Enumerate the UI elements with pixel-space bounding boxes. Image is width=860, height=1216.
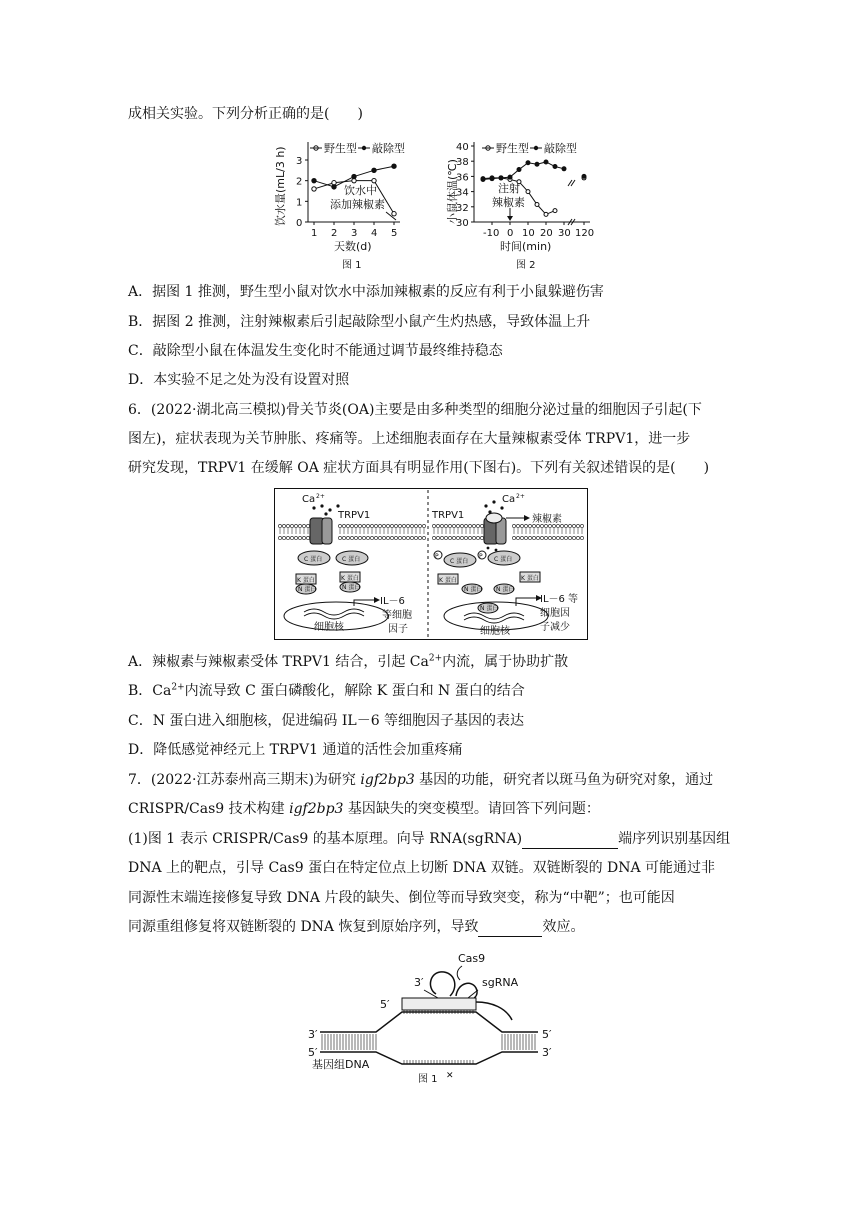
figure2-ytick-label: 36 [456,172,469,184]
question7-line-2-b: 基因缺失的突变模型。请回答下列问题： [343,801,600,817]
lipid-head [572,536,575,539]
diagram-n-protein-l1: N 蛋白 [298,586,317,593]
lipid-head [386,524,389,527]
figure2-point [517,168,521,172]
diagram-capsaicin: 辣椒素 [532,514,562,525]
lipid-head [524,536,527,539]
question7-sub1-line-4-b: 效应。 [542,919,585,935]
figure1-point [312,178,316,182]
figure1-point [372,178,376,182]
lipid-head [338,536,341,539]
figure2-ytick-label: 40 [456,142,469,153]
question7-line-2 [128,799,600,819]
diagram-right-trpv1: TRPV1 [432,510,465,521]
lipid-head [516,536,519,539]
lipid-head [480,524,483,527]
lipid-head [410,536,413,539]
svg-text:2+: 2+ [516,493,525,500]
lipid-head [460,536,463,539]
diagram-n-protein-r3: N 蛋白 [480,605,499,612]
lipid-head [366,536,369,539]
lipid-head [512,536,515,539]
figure1-ytick-label: 3 [296,156,303,167]
lipid-head [448,524,451,527]
lipid-head [294,524,297,527]
figure1-point [392,164,396,168]
lipid-head [302,536,305,539]
diagram-nucleus-left: 细胞核 [314,622,344,633]
lipid-head [468,536,471,539]
figure1-annotation-1: 饮水中 [344,184,377,197]
figure1-xlabel: 天数(d) [334,240,372,253]
figure2-legend-wild: 野生型 [496,142,529,155]
lipid-head [278,524,281,527]
lipid-head [536,536,539,539]
figure2-xtick-label: 0 [507,228,514,239]
lipid-head [374,524,377,527]
figure1-annotation-2: 添加辣椒素 [330,198,385,211]
figure2-xtick-label: 10 [522,228,535,239]
figure1-xtick-label: 3 [351,228,358,239]
lipid-head [394,536,397,539]
lipid-head [354,536,357,539]
figure1-ytick-label: 0 [296,218,303,229]
question7-gene-1: igf2bp3 [360,772,415,788]
figure2-legend-ko: 敲除型 [544,142,577,155]
question5-figures [270,134,610,276]
figure1 [273,141,405,271]
lipid-head [452,524,455,527]
question5-option-d: D．本实验不足之处为没有设置对照 [128,372,350,388]
figure2-point [544,160,548,164]
question7-line-1-a: 7．(2022·江苏泰州高三期末)为研究 [128,772,361,788]
lipid-head [468,524,471,527]
question7-line-2-a: CRISPR/Cas9 技术构建 [128,801,290,817]
lipid-head [564,524,567,527]
figure1-ytick-label: 1 [296,197,303,209]
lipid-head [398,536,401,539]
lipid-head [528,536,531,539]
figure2-point [508,175,512,179]
lipid-head [472,536,475,539]
diagram-il6-right-2: 细胞因 [540,608,570,619]
diagram-k-protein-r2: K 蛋白 [521,575,539,582]
lipid-head [456,536,459,539]
diagram-il6-left-3: 因子 [388,624,408,635]
lipid-head [306,524,309,527]
lipid-head [390,524,393,527]
question6-line-2: 图左)，症状表现为关节肿胀、疼痛等。上述细胞表面存在大量辣椒素受体 TRPV1，进一步 [128,431,691,447]
diagram-n-protein-r1: N 蛋白 [464,586,483,593]
question5-option-a: A．据图 1 推测，野生型小鼠对饮水中添加辣椒素的反应有利于小鼠躲避伤害 [128,284,604,300]
figure1-xtick-label: 2 [331,228,338,239]
lipid-head [370,524,373,527]
figure2-ytick-label: 32 [456,202,469,214]
figure1-legend [310,141,405,155]
diagram-il6-right-1: IL－6 等 [540,594,579,605]
diagram-n-protein-r2: N 蛋白 [496,586,515,593]
figure2-point [544,212,548,216]
diagram-il6-left-1: IL－6 [380,596,405,607]
question6-option-a-pre: A．辣椒素与辣椒素受体 TRPV1 结合，引起 Ca [128,654,429,670]
diagram-left-ca: Ca [302,494,316,505]
lipid-head [432,536,435,539]
question5-stem: 成相关实验。下列分析正确的是( ) [128,106,363,122]
figure2-xlabel: 时间(min) [500,240,552,253]
figure2-point [499,176,503,180]
lipid-head [432,524,435,527]
figure-sgrna-label: sgRNA [482,976,519,989]
lipid-head [580,524,583,527]
lipid-head [290,524,293,527]
lipid-head [414,536,417,539]
svg-text:✕: ✕ [446,1071,454,1081]
diagram-p-1: P [435,553,439,560]
lipid-head [350,524,353,527]
lipid-head [298,536,301,539]
figure2-point [562,167,566,171]
lipid-head [394,524,397,527]
question5-option-c: C．敲除型小鼠在体温发生变化时不能通过调节最终维持稳态 [128,343,503,359]
lipid-head [580,536,583,539]
lipid-head [556,536,559,539]
figure2-annotation-2: 辣椒素 [492,196,525,209]
lipid-head [524,524,527,527]
figure2-point [535,203,539,207]
diagram-k-protein-l1: K 蛋白 [297,577,315,584]
lipid-head [440,524,443,527]
figure2-legend [482,141,577,155]
lipid-head [286,536,289,539]
question6-option-c: C．N 蛋白进入细胞核，促进编码 IL－6 等细胞因子基因的表达 [128,713,525,729]
lipid-head [382,524,385,527]
figure2-caption: 图 2 [516,260,536,271]
diagram-il6-left-2: 等细胞 [382,610,412,621]
lipid-head [436,524,439,527]
figure2 [445,141,594,271]
lipid-head [516,524,519,527]
figure1-point [372,168,376,172]
lipid-head [402,524,405,527]
lipid-head [346,524,349,527]
lipid-head [564,536,567,539]
figure1-xtick-label: 5 [391,228,398,239]
figure1-xtick-label: 1 [311,228,318,239]
figure2-point [526,161,530,165]
figure1-point [392,212,396,216]
lipid-head [342,536,345,539]
lipid-head [476,536,479,539]
figure1-legend-wild: 野生型 [324,142,357,155]
diagram-p-2: P [479,553,483,560]
lipid-head [464,536,467,539]
question7-sub1-line-4-a: 同源重组修复将双链断裂的 DNA 恢复到原始序列，导致 [128,919,479,935]
figure2-ylabel: 小鼠体温(℃) [446,159,459,224]
diagram-nucleus-right: 细胞核 [480,626,510,637]
lipid-head [402,536,405,539]
lipid-head [378,536,381,539]
lipid-head [278,536,281,539]
question6-option-b-pre: B．Ca [128,683,172,699]
diagram-right-ca: Ca [502,494,516,505]
lipid-head [552,536,555,539]
lipid-head [282,536,285,539]
question7-sub1-a: (1)图 1 表示 CRISPR/Cas9 的基本原理。向导 RNA(sgRNA) [128,831,523,847]
question7-sub1-line-2: DNA 上的靶点，引导 Cas9 蛋白在特定位点上切断 DNA 双链。双链断裂的 DNA 可能通过非 [128,860,716,876]
question6-option-b [128,681,525,701]
diagram-left-trpv1: TRPV1 [338,510,371,521]
lipid-head [520,524,523,527]
figure1-xtick-label: 4 [371,228,378,239]
lipid-head [520,536,523,539]
figure-p5-left: 5′ [380,998,390,1011]
lipid-head [374,536,377,539]
diagram-il6-right-3: 子减少 [540,622,570,633]
lipid-head [464,524,467,527]
lipid-head [576,536,579,539]
question6-line-1: 6．(2022·湖北高三模拟)骨关节炎(OA)主要是由多种类型的细胞分泌过量的细胞因子引起(下 [128,402,702,418]
lipid-head [544,536,547,539]
figure1-point [332,185,336,189]
lipid-head [452,536,455,539]
trpv1-right-channel [484,513,506,544]
dna-strand-top [320,1012,538,1032]
figure2-xtick-label: -10 [483,228,500,239]
figure2-series-line [483,162,564,179]
answer-blank-2[interactable] [478,920,542,937]
question7-sub1-b: 端序列识别基因组 [618,831,731,847]
figure2-xtick-label: 120 [575,228,595,239]
figure1-point [352,174,356,178]
lipid-head [572,524,575,527]
diagram-k-protein-l2: K 蛋白 [341,575,359,582]
figure-cas9-label: Cas9 [458,952,486,965]
lipid-head [298,524,301,527]
lipid-head [342,524,345,527]
figure-caption: 图 1 [418,1074,438,1085]
lipid-head [422,536,425,539]
figure1-ytick-label: 2 [296,176,303,188]
question7-sub1-line-4 [128,917,584,937]
lipid-head [576,524,579,527]
figure-genomic-dna: 基因组DNA [312,1058,370,1071]
figure-p3-dna-right: 3′ [542,1046,552,1059]
lipid-head [382,536,385,539]
figure2-ytick-label: 30 [456,218,469,229]
figure2-point [553,165,557,169]
lipid-head [460,524,463,527]
question6-diagram [274,488,588,640]
lipid-head [422,524,425,527]
lipid-head [414,524,417,527]
figure2-xtick-label: 20 [540,228,553,239]
question7-line-1-b: 基因的功能，研究者以斑马鱼为研究对象，通过 [414,772,714,788]
figure-p3-top: 3′ [414,976,424,989]
figure2-xtick-label: 30 [558,228,571,239]
lipid-head [282,524,285,527]
lipid-head [480,536,483,539]
lipid-head [358,524,361,527]
lipid-head [338,524,341,527]
lipid-head [448,536,451,539]
lipid-head [560,536,563,539]
diagram-c-protein-l1: C 蛋白 [304,556,323,563]
figure2-ytick-label: 38 [456,157,469,169]
figure2-point [553,209,557,213]
lipid-head [472,524,475,527]
lipid-head [476,524,479,527]
figure1-caption: 图 1 [342,260,362,271]
diagram-c-protein-l2: C 蛋白 [342,556,361,563]
figure2-annotation-1: 注射 [498,182,520,195]
question6-option-d: D．降低感觉神经元上 TRPV1 通道的活性会加重疼痛 [128,742,463,758]
lipid-head [294,536,297,539]
question6-option-a-post: 内流，属于协助扩散 [442,654,569,670]
lipid-head [290,536,293,539]
lipid-head [418,524,421,527]
figure2-ytick-label: 34 [456,187,469,199]
diagram-c-protein-r2: C 蛋白 [494,556,513,563]
lipid-head [390,536,393,539]
lipid-head [532,536,535,539]
lipid-head [444,524,447,527]
lipid-head [456,524,459,527]
question7-sub1-line-1 [128,829,730,849]
figure2-point [481,177,485,181]
figure1-legend-ko: 敲除型 [372,142,405,155]
lipid-head [286,524,289,527]
lipid-head [444,536,447,539]
lipid-head [362,536,365,539]
question6-line-3: 研究发现，TRPV1 在缓解 OA 症状方面具有明显作用(下图右)。下列有关叙述错误的是( ) [128,460,710,476]
question5-option-b: B．据图 2 推测，注射辣椒素后引起敲除型小鼠产生灼热感，导致体温上升 [128,314,591,330]
lipid-head [436,536,439,539]
question6-option-a [128,652,568,672]
question7-line-1 [128,770,713,790]
figure-p5-dna-left: 5′ [308,1046,318,1059]
lipid-head [568,536,571,539]
figure-p3-dna-left: 3′ [308,1028,318,1041]
lipid-head [406,524,409,527]
figure-p5-dna-right: 5′ [542,1028,552,1041]
figure2-point [526,190,530,194]
question6-option-b-post: 内流导致 C 蛋白磷酸化，解除 K 蛋白和 N 蛋白的结合 [184,683,525,699]
lipid-head [398,524,401,527]
figure2-point [582,174,586,178]
answer-blank-1[interactable] [522,832,618,849]
lipid-head [366,524,369,527]
figure1-point [312,187,316,191]
lipid-head [302,524,305,527]
lipid-head [306,536,309,539]
lipid-head [370,536,373,539]
diagram-n-protein-l2: N 蛋白 [342,584,361,591]
question6-option-a-sup: 2+ [428,653,443,664]
lipid-head [568,524,571,527]
lipid-head [512,524,515,527]
lipid-head [386,536,389,539]
lipid-head [354,524,357,527]
figure2-point [535,162,539,166]
lipid-head [548,536,551,539]
question6-option-b-sup: 2+ [171,682,185,693]
lipid-head [406,536,409,539]
diagram-k-protein-r1: K 蛋白 [439,577,457,584]
diagram-c-protein-r1: C 蛋白 [450,558,469,565]
question7-gene-2: igf2bp3 [289,801,344,817]
lipid-head [410,524,413,527]
lipid-head [358,536,361,539]
lipid-head [378,524,381,527]
lipid-head [350,536,353,539]
question7-figure [306,948,564,1088]
figure1-ylabel: 饮水量(mL/3 h) [274,146,287,226]
trpv1-left-channel [310,518,332,544]
lipid-head [346,536,349,539]
lipid-head [418,536,421,539]
lipid-head [440,536,443,539]
svg-text:2+: 2+ [316,493,325,500]
lipid-head [362,524,365,527]
question7-sub1-line-3: 同源性末端连接修复导致 DNA 片段的缺失、倒位等而导致突变，称为“中靶”；也可能因 [128,890,675,906]
figure2-point [490,176,494,180]
lipid-head [540,536,543,539]
